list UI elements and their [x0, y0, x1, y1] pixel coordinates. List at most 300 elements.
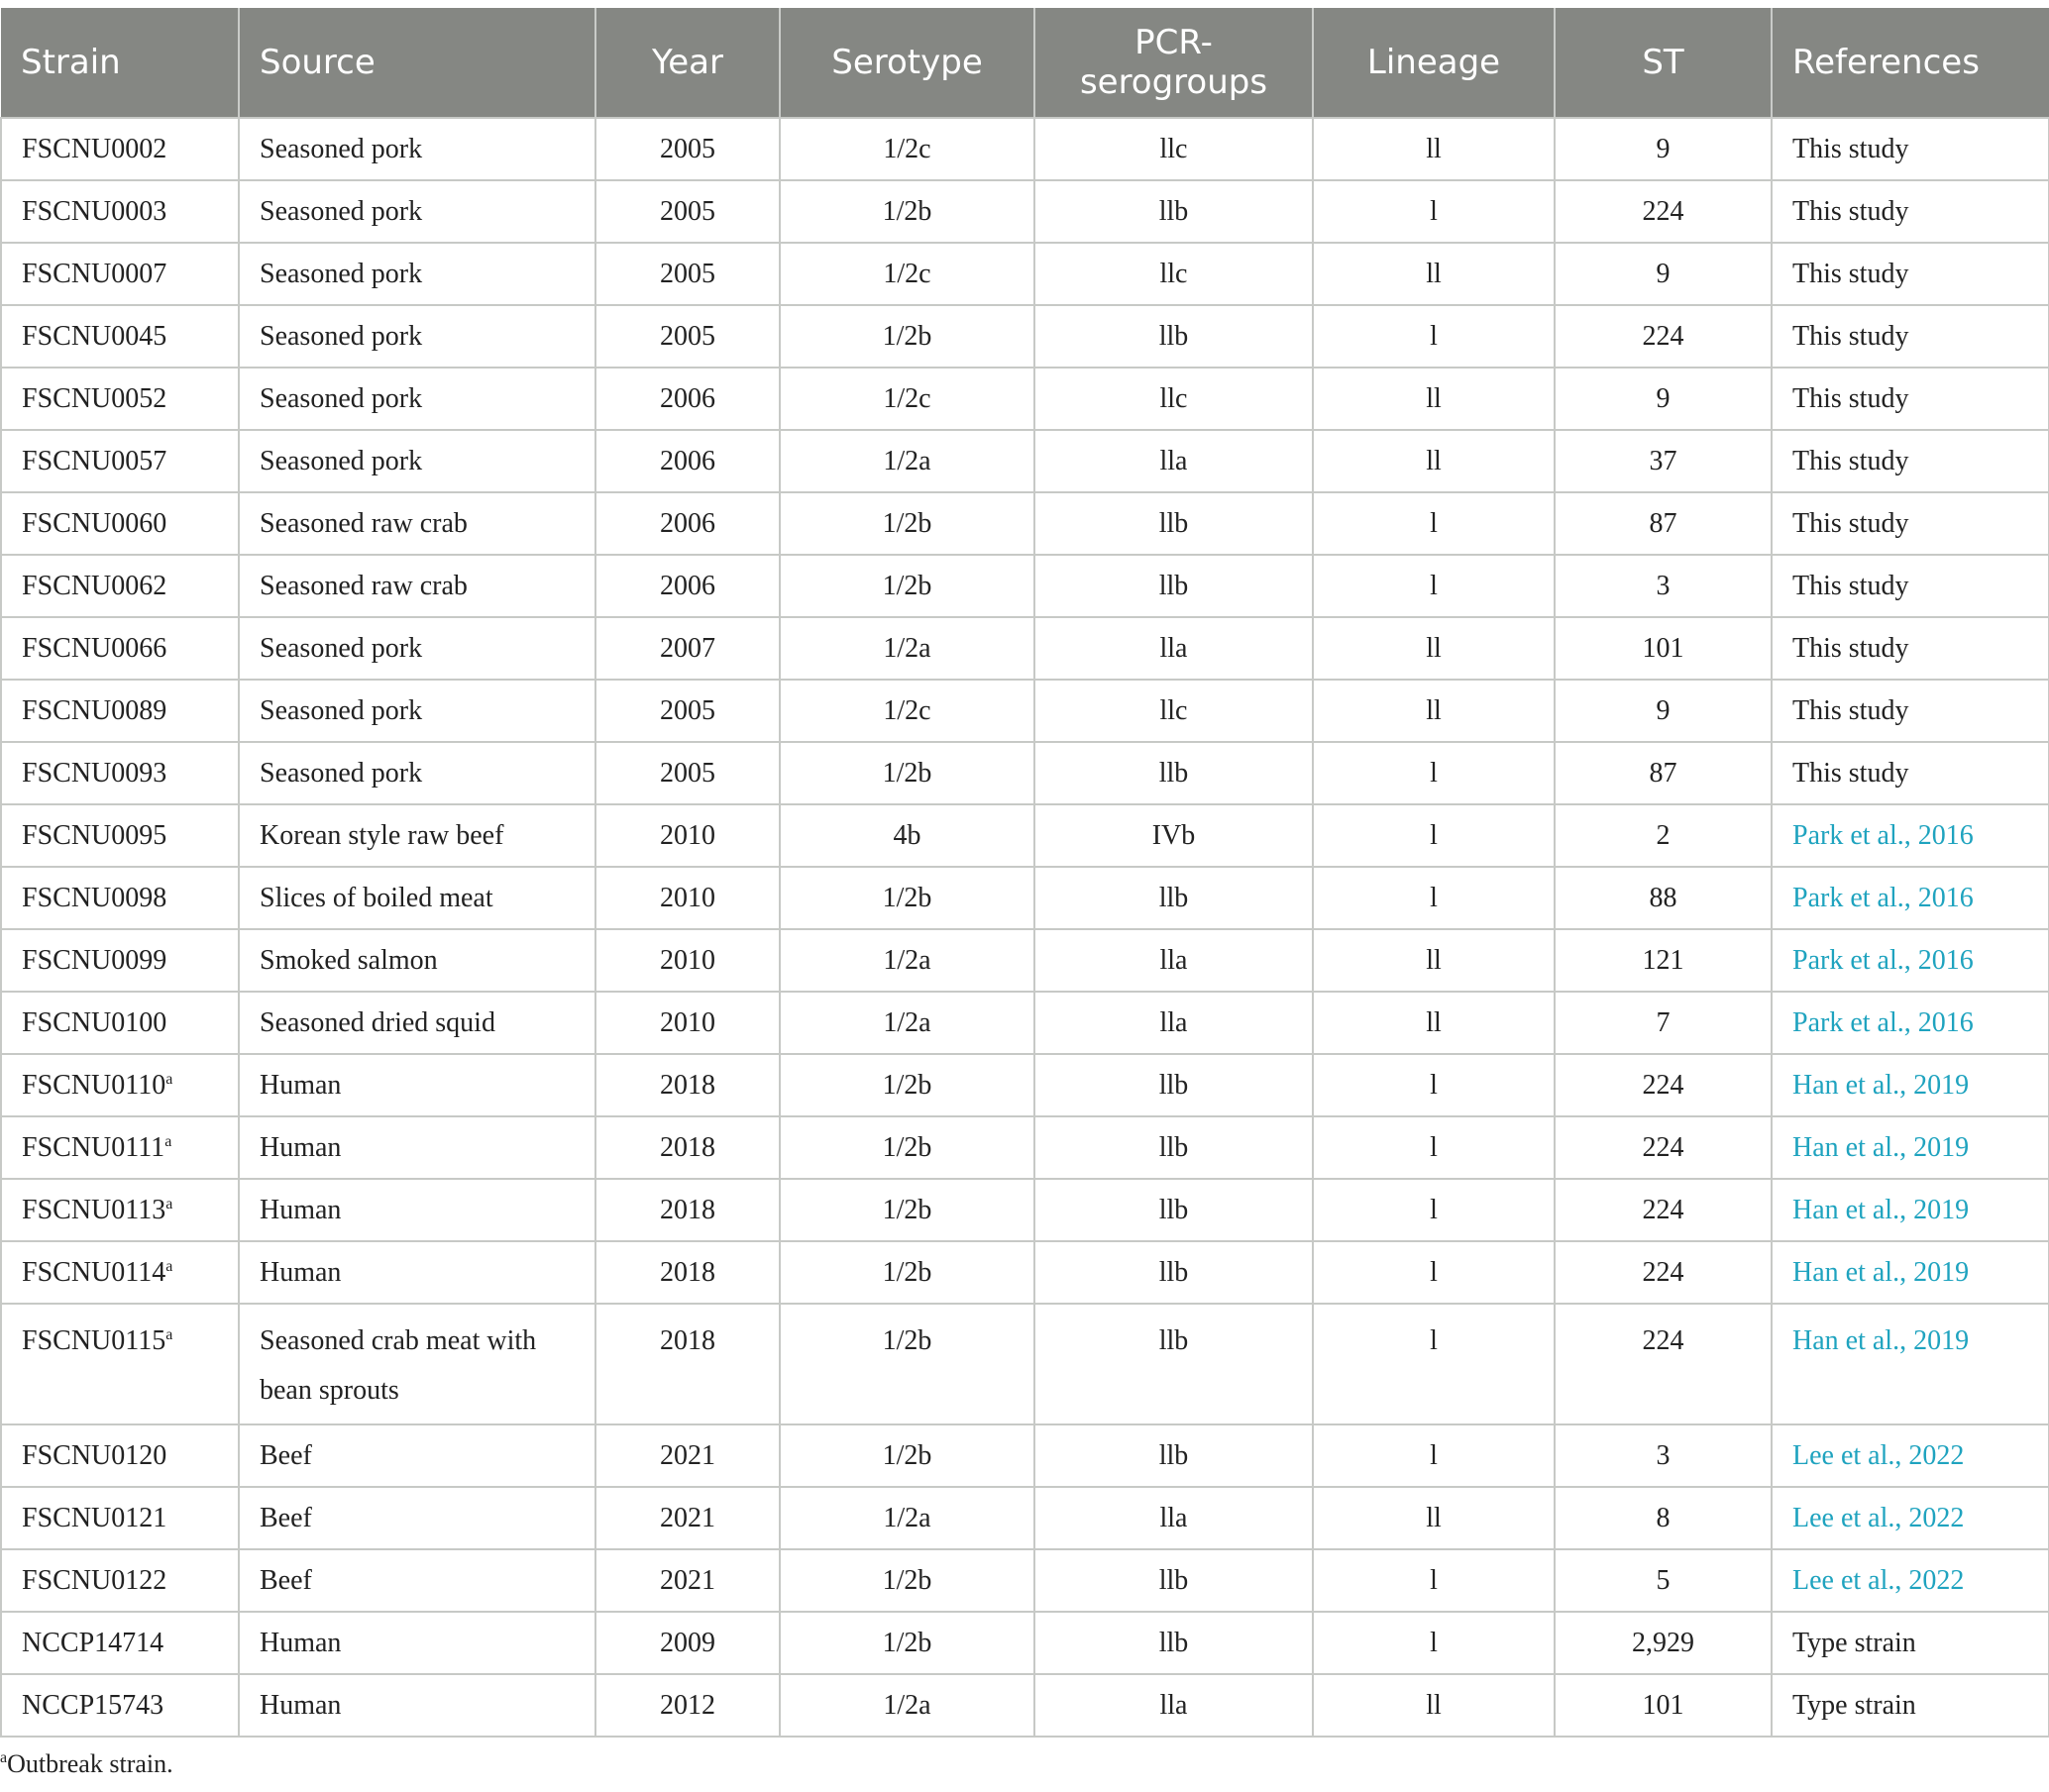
table-row	[1, 1054, 2049, 1116]
cell-year-text: 2018	[660, 1194, 715, 1225]
cell-serotype	[780, 929, 1034, 992]
outbreak-marker: a	[165, 1326, 173, 1343]
cell-pcr-serogroup-text: llc	[1159, 694, 1188, 726]
table-row	[1, 1116, 2049, 1179]
cell-strain	[1, 1116, 239, 1179]
cell-reference[interactable]	[1772, 1241, 2049, 1304]
cell-serotype-text: 1/2a	[883, 944, 931, 976]
cell-st	[1555, 1612, 1772, 1674]
outbreak-marker: a	[165, 1195, 173, 1212]
cell-st-text: 9	[1656, 258, 1671, 289]
cell-strain-text: FSCNU0052	[22, 382, 167, 414]
cell-source-text: Seasoned pork	[260, 694, 423, 726]
strain-table	[0, 8, 2049, 1738]
cell-year	[595, 1116, 780, 1179]
cell-pcr-serogroup-text: lla	[1159, 944, 1188, 976]
cell-source-text: Seasoned pork	[260, 757, 423, 789]
cell-strain	[1, 555, 239, 617]
cell-year	[595, 1674, 780, 1737]
cell-strain-text: NCCP14714	[22, 1627, 164, 1658]
cell-lineage	[1313, 1549, 1555, 1612]
cell-source	[239, 1487, 595, 1549]
cell-st	[1555, 180, 1772, 243]
cell-st	[1555, 368, 1772, 430]
cell-year	[595, 368, 780, 430]
cell-source	[239, 368, 595, 430]
cell-strain	[1, 180, 239, 243]
cell-st	[1555, 804, 1772, 867]
cell-st-text: 37	[1649, 445, 1677, 476]
cell-reference	[1772, 742, 2049, 804]
cell-strain	[1, 305, 239, 368]
cell-lineage	[1313, 1487, 1555, 1549]
cell-reference	[1772, 305, 2049, 368]
cell-year	[595, 1424, 780, 1487]
cell-reference[interactable]	[1772, 1304, 2049, 1424]
cell-st-text: 224	[1642, 1069, 1684, 1101]
cell-reference-text: This study	[1792, 258, 1909, 289]
cell-lineage-text: l	[1430, 195, 1438, 227]
cell-serotype	[780, 430, 1034, 492]
table-row	[1, 305, 2049, 368]
cell-serotype	[780, 1612, 1034, 1674]
footnote	[0, 1749, 173, 1779]
cell-source-text: Seasoned pork	[260, 133, 423, 164]
cell-lineage	[1313, 1179, 1555, 1241]
cell-strain	[1, 1179, 239, 1241]
cell-reference-text: Han et al., 2019	[1792, 1325, 1970, 1356]
cell-year-text: 2010	[660, 882, 715, 913]
cell-serotype-text: 1/2b	[882, 320, 932, 352]
cell-st	[1555, 492, 1772, 555]
cell-lineage	[1313, 492, 1555, 555]
cell-source	[239, 867, 595, 929]
footnote-text: Outbreak strain.	[7, 1749, 173, 1778]
cell-pcr-serogroup	[1034, 492, 1313, 555]
cell-source-text: Beef	[260, 1502, 312, 1533]
cell-year	[595, 118, 780, 180]
cell-serotype-text: 1/2b	[882, 570, 932, 601]
cell-serotype	[780, 1549, 1034, 1612]
cell-lineage	[1313, 680, 1555, 742]
cell-lineage-text: ll	[1426, 258, 1442, 289]
cell-year	[595, 1612, 780, 1674]
cell-lineage	[1313, 1241, 1555, 1304]
cell-pcr-serogroup-text: lla	[1159, 1689, 1188, 1721]
cell-lineage	[1313, 804, 1555, 867]
cell-lineage	[1313, 1116, 1555, 1179]
cell-year	[595, 867, 780, 929]
cell-source-text: Seasoned pork	[260, 632, 423, 664]
header-row	[1, 8, 2049, 118]
cell-lineage-text: l	[1430, 507, 1438, 539]
cell-source	[239, 492, 595, 555]
cell-st-text: 3	[1656, 570, 1671, 601]
cell-reference[interactable]	[1772, 1179, 2049, 1241]
cell-lineage-text: ll	[1426, 382, 1442, 414]
cell-reference-text: Han et al., 2019	[1792, 1194, 1970, 1225]
cell-reference[interactable]	[1772, 1424, 2049, 1487]
cell-year-text: 2010	[660, 819, 715, 851]
cell-strain	[1, 867, 239, 929]
cell-serotype-text: 1/2b	[882, 757, 932, 789]
table-row	[1, 492, 2049, 555]
cell-lineage-text: l	[1430, 1325, 1438, 1356]
cell-strain	[1, 1487, 239, 1549]
cell-lineage-text: l	[1430, 320, 1438, 352]
cell-pcr-serogroup-text: llc	[1159, 258, 1188, 289]
cell-year	[595, 1304, 780, 1424]
cell-year	[595, 492, 780, 555]
cell-reference-text: Park et al., 2016	[1792, 819, 1974, 851]
cell-pcr-serogroup-text: lla	[1159, 1502, 1188, 1533]
cell-pcr-serogroup-text: llb	[1158, 882, 1189, 913]
cell-serotype	[780, 1054, 1034, 1116]
cell-st-text: 5	[1656, 1564, 1671, 1596]
cell-reference-text: This study	[1792, 507, 1909, 539]
cell-strain-text: FSCNU0066	[22, 632, 167, 664]
cell-pcr-serogroup-text: llb	[1158, 570, 1189, 601]
cell-pcr-serogroup-text: lla	[1159, 632, 1188, 664]
cell-lineage	[1313, 1054, 1555, 1116]
cell-reference[interactable]	[1772, 1487, 2049, 1549]
cell-pcr-serogroup	[1034, 929, 1313, 992]
cell-lineage-text: ll	[1426, 1502, 1442, 1533]
cell-strain-text: FSCNU0057	[22, 445, 167, 476]
table-row	[1, 929, 2049, 992]
cell-year-text: 2006	[660, 507, 715, 539]
header-year: Year	[595, 8, 780, 118]
cell-serotype-text: 1/2b	[882, 195, 932, 227]
cell-year-text: 2021	[660, 1502, 715, 1533]
cell-reference[interactable]	[1772, 992, 2049, 1054]
cell-reference-text: This study	[1792, 195, 1909, 227]
cell-year-text: 2007	[660, 632, 715, 664]
cell-source-text: Seasoned raw crab	[260, 507, 468, 539]
cell-st-text: 224	[1642, 1325, 1684, 1356]
cell-st	[1555, 1241, 1772, 1304]
cell-lineage-text: l	[1430, 1069, 1438, 1101]
cell-year-text: 2009	[660, 1627, 715, 1658]
cell-serotype-text: 1/2b	[882, 1194, 932, 1225]
cell-source	[239, 617, 595, 680]
cell-lineage-text: ll	[1426, 694, 1442, 726]
cell-pcr-serogroup	[1034, 804, 1313, 867]
cell-st	[1555, 680, 1772, 742]
cell-reference	[1772, 1674, 2049, 1737]
cell-serotype	[780, 804, 1034, 867]
cell-serotype-text: 1/2c	[883, 133, 931, 164]
cell-lineage-text: l	[1430, 570, 1438, 601]
cell-source	[239, 1424, 595, 1487]
cell-pcr-serogroup-text: llb	[1158, 757, 1189, 789]
cell-st-text: 7	[1656, 1006, 1671, 1038]
cell-source-text: Beef	[260, 1564, 312, 1596]
table-row	[1, 617, 2049, 680]
cell-year	[595, 617, 780, 680]
table-row	[1, 1674, 2049, 1737]
cell-year-text: 2010	[660, 1006, 715, 1038]
cell-year-text: 2006	[660, 382, 715, 414]
cell-serotype-text: 1/2b	[882, 1627, 932, 1658]
header-source: Source	[239, 8, 595, 118]
cell-lineage	[1313, 1674, 1555, 1737]
cell-year	[595, 1179, 780, 1241]
cell-source	[239, 1674, 595, 1737]
cell-strain	[1, 1674, 239, 1737]
table-row	[1, 680, 2049, 742]
cell-reference	[1772, 118, 2049, 180]
cell-lineage-text: l	[1430, 1256, 1438, 1288]
cell-serotype-text: 1/2a	[883, 1689, 931, 1721]
cell-strain	[1, 492, 239, 555]
cell-st-text: 9	[1656, 133, 1671, 164]
cell-year-text: 2006	[660, 445, 715, 476]
cell-source	[239, 1612, 595, 1674]
cell-lineage-text: ll	[1426, 1006, 1442, 1038]
cell-pcr-serogroup-text: llb	[1158, 1256, 1189, 1288]
cell-reference	[1772, 617, 2049, 680]
cell-lineage	[1313, 1612, 1555, 1674]
cell-serotype	[780, 742, 1034, 804]
cell-reference	[1772, 180, 2049, 243]
cell-lineage-text: l	[1430, 819, 1438, 851]
cell-pcr-serogroup	[1034, 742, 1313, 804]
cell-lineage	[1313, 867, 1555, 929]
cell-source-text: Beef	[260, 1439, 312, 1471]
cell-year	[595, 430, 780, 492]
cell-reference-text: This study	[1792, 445, 1909, 476]
cell-source	[239, 1549, 595, 1612]
cell-st	[1555, 992, 1772, 1054]
cell-st-text: 224	[1642, 195, 1684, 227]
cell-year-text: 2010	[660, 944, 715, 976]
cell-reference-text: This study	[1792, 320, 1909, 352]
cell-serotype	[780, 305, 1034, 368]
cell-st-text: 9	[1656, 382, 1671, 414]
table-row	[1, 1549, 2049, 1612]
cell-serotype	[780, 617, 1034, 680]
cell-source-text: Seasoned dried squid	[260, 1006, 495, 1038]
cell-source-text: Korean style raw beef	[260, 819, 504, 851]
cell-source-text: Human	[260, 1131, 342, 1163]
cell-reference[interactable]	[1772, 804, 2049, 867]
cell-pcr-serogroup-text: llb	[1158, 1439, 1189, 1471]
cell-source-text: Seasoned pork	[260, 320, 423, 352]
cell-strain-text: FSCNU0100	[22, 1006, 167, 1038]
cell-strain-text: FSCNU0098	[22, 882, 167, 913]
cell-lineage	[1313, 1304, 1555, 1424]
cell-strain-text: FSCNU0113	[22, 1194, 166, 1225]
cell-st	[1555, 867, 1772, 929]
cell-pcr-serogroup	[1034, 118, 1313, 180]
cell-strain-text: FSCNU0099	[22, 944, 167, 976]
cell-serotype-text: 1/2b	[882, 1325, 932, 1356]
cell-st-text: 87	[1649, 757, 1677, 789]
header-st: ST	[1555, 8, 1772, 118]
cell-year-text: 2018	[660, 1131, 715, 1163]
cell-serotype	[780, 1487, 1034, 1549]
cell-serotype-text: 1/2a	[883, 445, 931, 476]
cell-year	[595, 305, 780, 368]
cell-st	[1555, 1424, 1772, 1487]
cell-st-text: 101	[1642, 1689, 1684, 1721]
cell-lineage-text: ll	[1426, 632, 1442, 664]
cell-reference[interactable]	[1772, 1116, 2049, 1179]
cell-year-text: 2021	[660, 1564, 715, 1596]
cell-serotype	[780, 680, 1034, 742]
cell-pcr-serogroup	[1034, 368, 1313, 430]
header-references: References	[1772, 8, 2049, 118]
cell-serotype-text: 1/2b	[882, 1069, 932, 1101]
cell-strain-text: FSCNU0122	[22, 1564, 167, 1596]
cell-year-text: 2005	[660, 133, 715, 164]
cell-lineage-text: l	[1430, 1131, 1438, 1163]
cell-pcr-serogroup-text: lla	[1159, 445, 1188, 476]
cell-st-text: 224	[1642, 1256, 1684, 1288]
cell-year-text: 2005	[660, 195, 715, 227]
cell-lineage	[1313, 430, 1555, 492]
cell-serotype-text: 1/2b	[882, 1256, 932, 1288]
cell-strain	[1, 1612, 239, 1674]
cell-pcr-serogroup	[1034, 1487, 1313, 1549]
cell-lineage	[1313, 555, 1555, 617]
cell-pcr-serogroup	[1034, 680, 1313, 742]
cell-pcr-serogroup-text: llb	[1158, 320, 1189, 352]
cell-source-text: Slices of boiled meat	[260, 882, 493, 913]
cell-year	[595, 742, 780, 804]
cell-st-text: 224	[1642, 320, 1684, 352]
table-row	[1, 992, 2049, 1054]
cell-reference[interactable]	[1772, 929, 2049, 992]
cell-serotype	[780, 1674, 1034, 1737]
cell-st-text: 88	[1649, 882, 1677, 913]
cell-source	[239, 555, 595, 617]
table-row	[1, 742, 2049, 804]
cell-strain	[1, 680, 239, 742]
cell-source	[239, 804, 595, 867]
cell-source-text: Seasoned pork	[260, 258, 423, 289]
table-row	[1, 867, 2049, 929]
cell-pcr-serogroup-text: llb	[1158, 1069, 1189, 1101]
cell-strain-text: FSCNU0114	[22, 1256, 166, 1288]
cell-source-text: Seasoned raw crab	[260, 570, 468, 601]
cell-lineage-text: ll	[1426, 445, 1442, 476]
cell-reference	[1772, 243, 2049, 305]
cell-serotype-text: 1/2c	[883, 382, 931, 414]
cell-serotype	[780, 1304, 1034, 1424]
cell-st-text: 101	[1642, 632, 1684, 664]
cell-reference[interactable]	[1772, 1054, 2049, 1116]
header-serotype: Serotype	[780, 8, 1034, 118]
cell-year-text: 2005	[660, 757, 715, 789]
cell-strain-text: FSCNU0115	[22, 1325, 166, 1356]
cell-st	[1555, 929, 1772, 992]
cell-source-text: Smoked salmon	[260, 944, 438, 976]
cell-pcr-serogroup	[1034, 1179, 1313, 1241]
cell-lineage-text: l	[1430, 1194, 1438, 1225]
cell-serotype	[780, 1179, 1034, 1241]
cell-serotype	[780, 1424, 1034, 1487]
cell-lineage	[1313, 305, 1555, 368]
cell-pcr-serogroup	[1034, 1241, 1313, 1304]
cell-year-text: 2005	[660, 258, 715, 289]
cell-strain	[1, 617, 239, 680]
cell-source	[239, 305, 595, 368]
cell-serotype-text: 1/2c	[883, 258, 931, 289]
cell-strain-text: FSCNU0062	[22, 570, 167, 601]
cell-pcr-serogroup	[1034, 1612, 1313, 1674]
cell-lineage	[1313, 617, 1555, 680]
cell-source	[239, 1179, 595, 1241]
cell-pcr-serogroup-text: llb	[1158, 1564, 1189, 1596]
cell-source-text: Seasoned pork	[260, 195, 423, 227]
cell-year-text: 2005	[660, 320, 715, 352]
cell-st	[1555, 617, 1772, 680]
cell-source	[239, 929, 595, 992]
cell-pcr-serogroup	[1034, 867, 1313, 929]
cell-lineage-text: l	[1430, 1564, 1438, 1596]
cell-reference	[1772, 368, 2049, 430]
cell-reference-text: Lee et al., 2022	[1792, 1439, 1965, 1471]
header-pcr-serogroups: PCR-serogroups	[1034, 8, 1313, 118]
cell-lineage-text: ll	[1426, 944, 1442, 976]
cell-reference-text: This study	[1792, 382, 1909, 414]
cell-serotype-text: 1/2b	[882, 507, 932, 539]
cell-reference[interactable]	[1772, 867, 2049, 929]
cell-st-text: 224	[1642, 1194, 1684, 1225]
cell-reference-text: Lee et al., 2022	[1792, 1564, 1965, 1596]
cell-st	[1555, 430, 1772, 492]
cell-strain	[1, 1241, 239, 1304]
cell-reference[interactable]	[1772, 1549, 2049, 1612]
cell-year	[595, 243, 780, 305]
cell-source	[239, 1054, 595, 1116]
cell-strain-text: FSCNU0089	[22, 694, 167, 726]
cell-source-text: Seasoned crab meat with bean sprouts	[260, 1325, 537, 1406]
cell-st	[1555, 1179, 1772, 1241]
cell-reference-text: Han et al., 2019	[1792, 1131, 1970, 1163]
cell-source-text: Seasoned pork	[260, 445, 423, 476]
table-row	[1, 368, 2049, 430]
cell-year	[595, 1054, 780, 1116]
cell-strain-text: NCCP15743	[22, 1689, 164, 1721]
cell-st-text: 2,929	[1632, 1627, 1694, 1658]
cell-reference	[1772, 430, 2049, 492]
cell-source-text: Seasoned pork	[260, 382, 423, 414]
table-body	[1, 118, 2049, 1737]
cell-strain	[1, 1424, 239, 1487]
cell-serotype-text: 1/2c	[883, 694, 931, 726]
cell-serotype	[780, 243, 1034, 305]
cell-year-text: 2018	[660, 1256, 715, 1288]
cell-serotype-text: 1/2b	[882, 1564, 932, 1596]
cell-lineage-text: ll	[1426, 1689, 1442, 1721]
cell-reference	[1772, 555, 2049, 617]
cell-serotype-text: 1/2a	[883, 1006, 931, 1038]
cell-source-text: Human	[260, 1069, 342, 1101]
cell-reference-text: Han et al., 2019	[1792, 1256, 1970, 1288]
cell-strain-text: FSCNU0110	[22, 1069, 166, 1101]
footnote-marker: a	[0, 1749, 8, 1766]
cell-reference	[1772, 1612, 2049, 1674]
cell-strain	[1, 742, 239, 804]
cell-lineage-text: l	[1430, 1439, 1438, 1471]
cell-st	[1555, 1054, 1772, 1116]
cell-st	[1555, 118, 1772, 180]
cell-pcr-serogroup	[1034, 305, 1313, 368]
cell-st-text: 121	[1642, 944, 1684, 976]
